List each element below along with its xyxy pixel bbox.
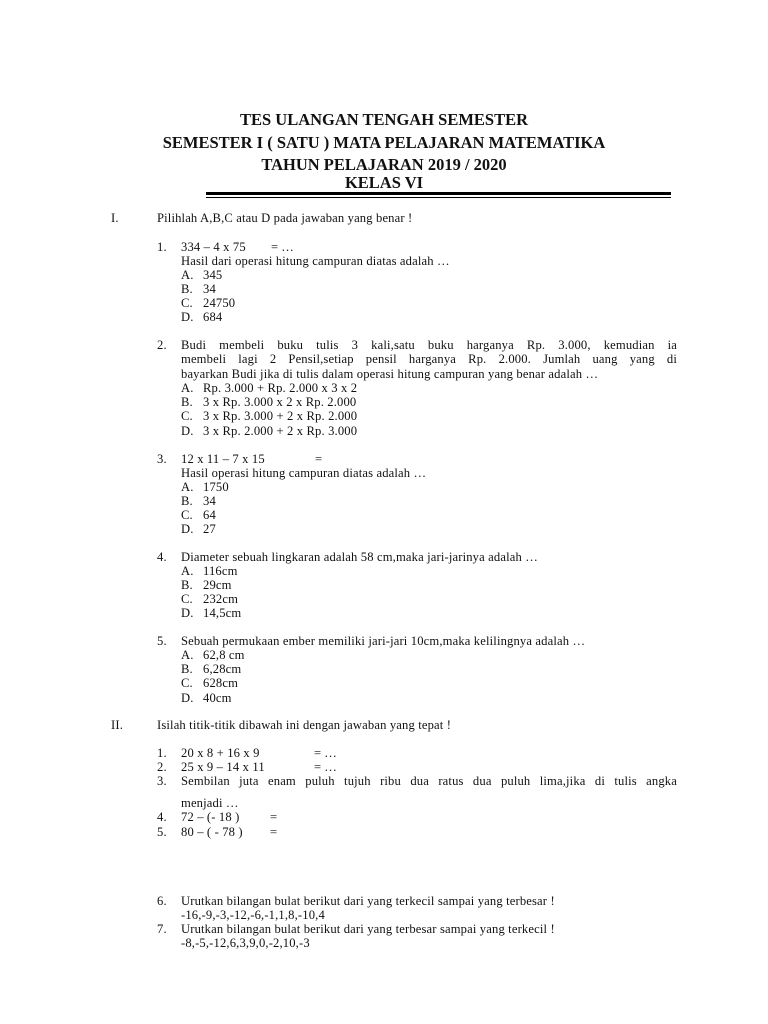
section-1-label: I. [111,211,119,225]
question-number: 6. [157,894,167,908]
question-text: membeli lagi 2 Pensil,setiap pensil harganya Rp. 2.000. Jumlah uang yang di [181,352,677,366]
answer-option: C. 64 [181,508,216,522]
question-number: 3. [157,452,167,466]
answer-option: D. 14,5cm [181,606,242,620]
answer-option: C. 232cm [181,592,239,606]
answer-option: B. 34 [181,282,216,296]
answer-option: A. Rp. 3.000 + Rp. 2.000 x 3 x 2 [181,381,358,395]
answer-blank: = … [314,746,337,760]
section-2-instruction: Isilah titik-titik dibawah ini dengan jawaban yang tepat ! [157,718,452,732]
answer-blank: = [315,452,323,466]
answer-option: C. 3 x Rp. 3.000 + 2 x Rp. 2.000 [181,409,358,423]
question-text: Hasil dari operasi hitung campuran diatas adalah … [181,254,450,268]
question-number: 1. [157,240,167,254]
question-text: Hasil operasi hitung campuran diatas adalah … [181,466,427,480]
question-text-continued: -16,-9,-3,-12,-6,-1,1,8,-10,4 [181,908,325,922]
question-text: Sembilan juta enam puluh tujuh ribu dua ratus dua puluh lima,jika di tulis angka [181,774,677,788]
answer-option: B. 6,28cm [181,662,242,676]
answer-option: C. 628cm [181,676,239,690]
answer-option: D. 27 [181,522,216,536]
answer-blank: = … [314,760,337,774]
answer-option: B. 34 [181,494,216,508]
answer-option: A. 345 [181,268,223,282]
question-number: 3. [157,774,167,788]
answer-blank: = [270,825,278,839]
question-text-continued: menjadi … [181,796,239,810]
question-text: Urutkan bilangan bulat berikut dari yang terbesar sampai yang terkecil ! [181,922,555,936]
question-text: 20 x 8 + 16 x 9 [181,746,260,760]
question-text: Sebuah permukaan ember memiliki jari-jari 10cm,maka kelilingnya adalah … [181,634,586,648]
answer-blank: = … [271,240,294,254]
header-divider-thin [206,197,671,198]
exam-title: TES ULANGAN TENGAH SEMESTER [239,110,529,129]
answer-option: B. 29cm [181,578,232,592]
answer-option: A. 62,8 cm [181,648,245,662]
answer-option: A. 1750 [181,480,229,494]
question-text: Diameter sebuah lingkaran adalah 58 cm,maka jari-jarinya adalah … [181,550,538,564]
answer-option: B. 3 x Rp. 3.000 x 2 x Rp. 2.000 [181,395,357,409]
question-number: 5. [157,825,167,839]
question-text: bayarkan Budi jika di tulis dalam operasi hitung campuran yang benar adalah … [181,367,599,381]
question-text: Urutkan bilangan bulat berikut dari yang terkecil sampai yang terbesar ! [181,894,555,908]
answer-option: D. 3 x Rp. 2.000 + 2 x Rp. 3.000 [181,424,358,438]
answer-blank: = [270,810,278,824]
question-text: 25 x 9 – 14 x 11 [181,760,265,774]
question-text: 72 – (- 18 ) [181,810,240,824]
question-number: 4. [157,550,167,564]
section-1-instruction: Pilihlah A,B,C atau D pada jawaban yang benar ! [157,211,413,225]
question-number: 5. [157,634,167,648]
question-number: 2. [157,760,167,774]
section-2-label: II. [111,718,123,732]
answer-option: D. 684 [181,310,223,324]
exam-subtitle-semester: SEMESTER I ( SATU ) MATA PELAJARAN MATEMATIKA [162,133,606,152]
question-number: 1. [157,746,167,760]
question-number: 2. [157,338,167,352]
question-text: Budi membeli buku tulis 3 kali,satu buku harganya Rp. 3.000, kemudian ia [181,338,677,352]
question-number: 4. [157,810,167,824]
question-number: 7. [157,922,167,936]
answer-option: D. 40cm [181,691,232,705]
question-text: 80 – ( - 78 ) [181,825,243,839]
question-text-continued: -8,-5,-12,6,3,9,0,-2,10,-3 [181,936,310,950]
exam-subtitle-class: KELAS VI [344,173,424,192]
question-text: 334 – 4 x 75 [181,240,246,254]
answer-option: A. 116cm [181,564,238,578]
exam-subtitle-year: TAHUN PELAJARAN 2019 / 2020 [261,155,507,174]
answer-option: C. 24750 [181,296,236,310]
question-text: 12 x 11 – 7 x 15 [181,452,265,466]
header-divider-thick [206,192,671,195]
